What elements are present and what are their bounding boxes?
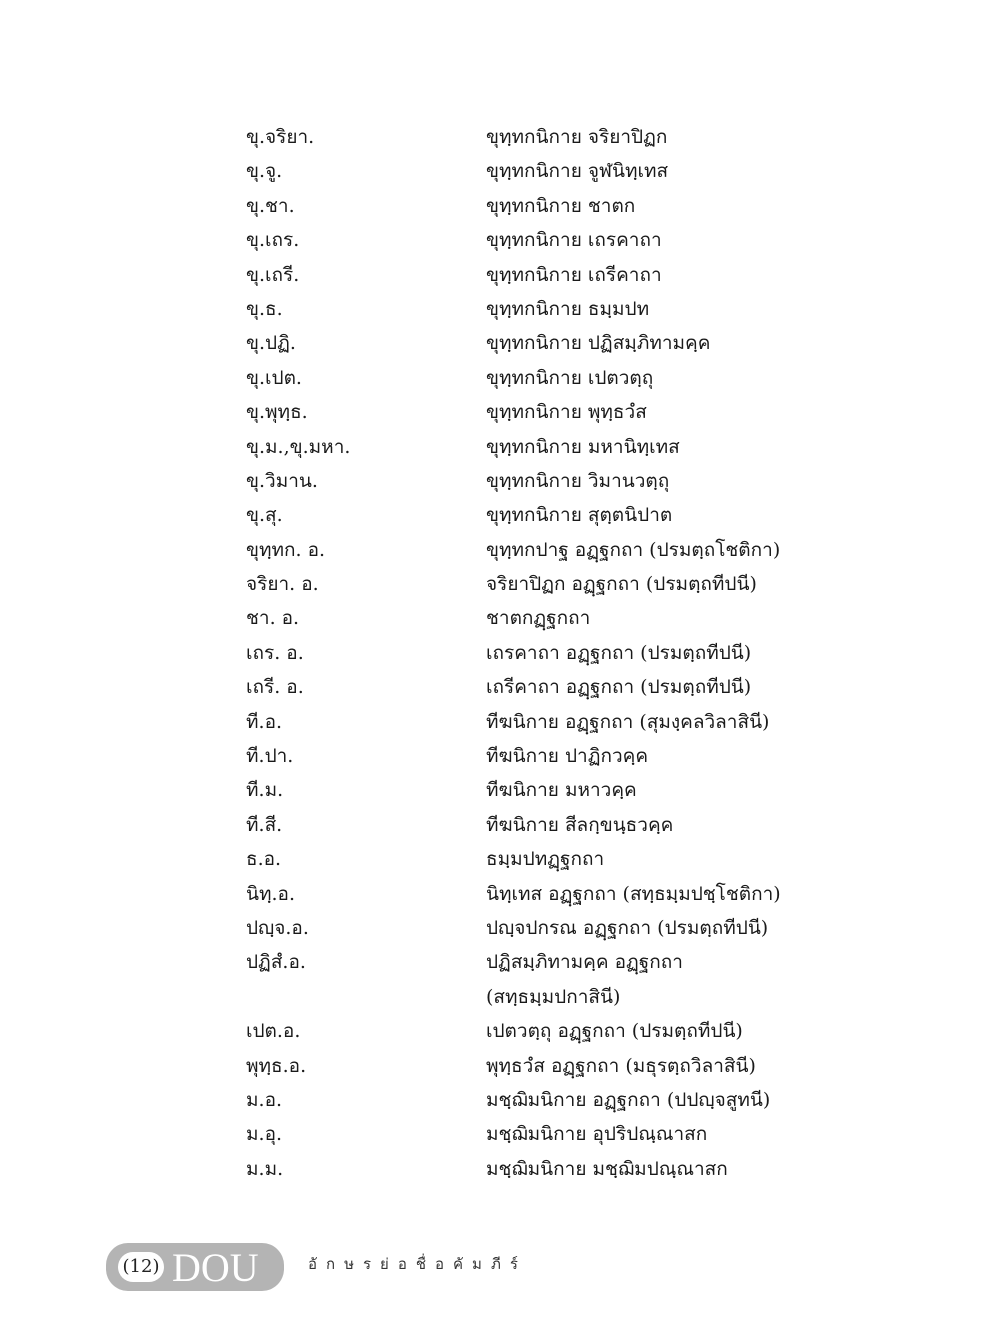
entry-abbreviation: ที.ปา. <box>246 745 294 768</box>
entry-row <box>246 911 806 945</box>
entry-row <box>246 739 806 773</box>
entry-row <box>246 980 806 1014</box>
entry-row <box>246 636 806 670</box>
entry-row <box>246 773 806 807</box>
entry-abbreviation: ม.อุ. <box>246 1123 283 1146</box>
entry-full-title: ขุทฺทกนิกาย จูฬนิทฺเทส <box>486 160 669 183</box>
abbreviation-list <box>246 120 806 1186</box>
entry-abbreviation: ที.อ. <box>246 710 283 733</box>
entry-full-title: ขุทฺทกนิกาย เปตวตฺถุ <box>486 366 654 389</box>
entry-row <box>246 877 806 911</box>
entry-full-title: ขุทฺทกนิกาย วิมานวตฺถุ <box>486 469 670 492</box>
entry-row <box>246 223 806 257</box>
entry-full-title: ขุทฺทกปาฐ อฏฺฐกถา (ปรมตฺถโชติกา) <box>486 538 781 561</box>
entry-abbreviation: ขุ.ปฏิ. <box>246 332 296 355</box>
entry-row <box>246 705 806 739</box>
entry-row <box>246 670 806 704</box>
entry-row <box>246 567 806 601</box>
entry-full-title: ขุทฺทกนิกาย มหานิทฺเทส <box>486 435 680 458</box>
entry-full-title: เปตวตฺถุ อฏฺฐกถา (ปรมตฺถทีปนี) <box>486 1020 743 1043</box>
entry-abbreviation: ขุ.สุ. <box>246 504 283 527</box>
entry-row <box>246 361 806 395</box>
entry-full-title: ทีฆนิกาย มหาวคฺค <box>486 779 637 802</box>
entry-abbreviation: ขุทฺทก. อ. <box>246 538 326 561</box>
entry-abbreviation: ที.สี. <box>246 813 283 836</box>
entry-abbreviation: ขุ.ม.,ขุ.มหา. <box>246 435 351 458</box>
entry-row <box>246 1049 806 1083</box>
entry-row <box>246 842 806 876</box>
entry-abbreviation: ขุ.เปต. <box>246 366 302 389</box>
entry-full-title: ขุทฺทกนิกาย ปฏิสมฺภิทามคฺค <box>486 332 711 355</box>
book-title: อักษรย่อชื่อคัมภีร์ <box>308 1255 527 1273</box>
entry-full-title: ทีฆนิกาย สีลกฺขนฺธวคฺค <box>486 813 674 836</box>
entry-row <box>246 326 806 360</box>
entry-row <box>246 464 806 498</box>
entry-abbreviation: ขุ.พุทฺธ. <box>246 401 308 424</box>
entry-abbreviation: ปญฺจ.อ. <box>246 916 309 939</box>
entry-full-title: ทีฆนิกาย ปาฏิกวคฺค <box>486 745 649 768</box>
entry-row <box>246 189 806 223</box>
entry-full-title: ขุทฺทกนิกาย เถรคาถา <box>486 229 662 252</box>
entry-full-title: ขุทฺทกนิกาย เถรีคาถา <box>486 263 662 286</box>
entry-abbreviation: ที.ม. <box>246 779 284 802</box>
entry-full-title: ขุทฺทกนิกาย ธมฺมปท <box>486 297 650 320</box>
entry-abbreviation <box>246 980 486 1014</box>
entry-row <box>246 808 806 842</box>
entry-row <box>246 120 806 154</box>
entry-full-title: ขุทฺทกนิกาย จริยาปิฏก <box>486 126 668 148</box>
entry-full-title: พุทฺธวํส อฏฺฐกถา (มธุรตฺถวิลาสินี) <box>486 1054 756 1077</box>
entry-full-title: ขุทฺทกนิกาย สุตฺตนิปาต <box>486 504 673 527</box>
entry-full-title: จริยาปิฏก อฏฺฐกถา (ปรมตฺถทีปนี) <box>486 573 757 596</box>
entry-row <box>246 1014 806 1048</box>
entry-full-title: ธมฺมปทฏฺฐกถา <box>486 848 605 871</box>
entry-full-title: เถรคาถา อฏฺฐกถา (ปรมตฺถทีปนี) <box>486 641 752 664</box>
entry-abbreviation: ขุ.จู. <box>246 160 283 183</box>
entry-abbreviation: ขุ.วิมาน. <box>246 469 318 492</box>
entry-row <box>246 601 806 635</box>
dou-logo: DOU <box>172 1245 259 1290</box>
entry-full-title: ชาตกฏฺฐกถา <box>486 607 591 630</box>
page-number: (12) <box>118 1252 164 1282</box>
entry-full-title: (สทฺธมฺมปกาสินี) <box>486 985 621 1008</box>
entry-row <box>246 498 806 532</box>
entry-row <box>246 945 806 979</box>
entry-row <box>246 1117 806 1151</box>
entry-full-title: มชฺฌิมนิกาย มชฺฌิมปณฺณาสก <box>486 1157 728 1180</box>
entry-abbreviation: เถร. อ. <box>246 641 304 664</box>
entry-full-title: ขุทฺทกนิกาย ชาตก <box>486 194 636 217</box>
entry-abbreviation: ขุ.ชา. <box>246 194 295 217</box>
entry-full-title: ขุทฺทกนิกาย พุทฺธวํส <box>486 401 647 424</box>
entry-abbreviation: เถรี. อ. <box>246 676 304 699</box>
entry-row <box>246 154 806 188</box>
entry-full-title: มชฺฌิมนิกาย อุปริปณฺณาสก <box>486 1123 708 1146</box>
entry-full-title: มชฺฌิมนิกาย อฏฺฐกถา (ปปญฺจสูทนี) <box>486 1088 771 1111</box>
entry-abbreviation: ม.ม. <box>246 1157 284 1180</box>
entry-abbreviation: ขุ.เถรี. <box>246 263 300 286</box>
entry-full-title: ปฏิสมฺภิทามคฺค อฏฺฐกถา <box>486 951 683 974</box>
entry-abbreviation: ปฏิสํ.อ. <box>246 951 306 974</box>
entry-full-title: ปญฺจปกรณ อฏฺฐกถา (ปรมตฺถทีปนี) <box>486 916 769 939</box>
entry-abbreviation: ธ.อ. <box>246 848 282 871</box>
entry-abbreviation: ม.อ. <box>246 1088 283 1111</box>
entry-row <box>246 1083 806 1117</box>
entry-full-title: นิทฺเทส อฏฺฐกถา (สทฺธมฺมปชฺโชติกา) <box>486 882 781 905</box>
entry-abbreviation: ขุ.เถร. <box>246 229 300 252</box>
entry-abbreviation: นิทฺ.อ. <box>246 882 296 905</box>
entry-row <box>246 533 806 567</box>
entry-row <box>246 1152 806 1186</box>
entry-abbreviation: จริยา. อ. <box>246 573 319 596</box>
entry-abbreviation: ขุ.ธ. <box>246 297 283 320</box>
entry-full-title: เถรีคาถา อฏฺฐกถา (ปรมตฺถทีปนี) <box>486 676 752 699</box>
entry-row <box>246 258 806 292</box>
entry-row <box>246 430 806 464</box>
entry-abbreviation: ชา. อ. <box>246 607 300 630</box>
entry-abbreviation: ขุ.จริยา. <box>246 126 315 148</box>
entry-row <box>246 292 806 326</box>
entry-abbreviation: พุทฺธ.อ. <box>246 1054 307 1077</box>
entry-full-title: ทีฆนิกาย อฏฺฐกถา (สุมงฺคลวิลาสินี) <box>486 710 770 733</box>
entry-abbreviation: เปต.อ. <box>246 1020 301 1043</box>
entry-row <box>246 395 806 429</box>
